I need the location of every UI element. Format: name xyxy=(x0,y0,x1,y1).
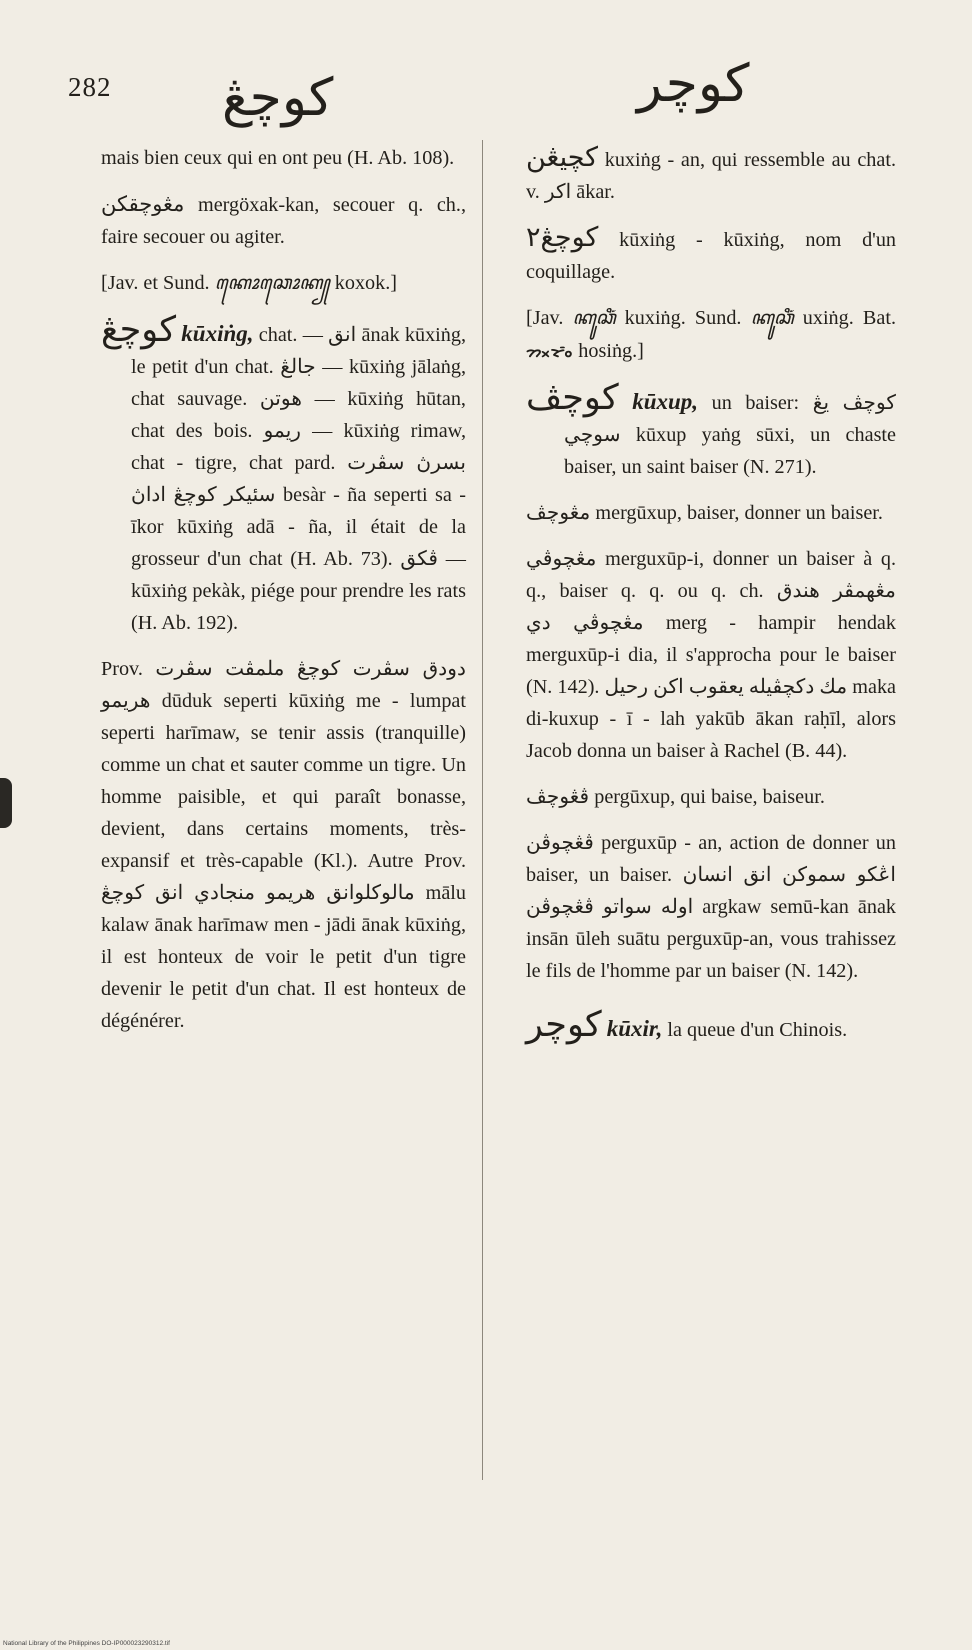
batak-script: ᯂᯬᯘᯪᯰ xyxy=(526,343,574,361)
entry-headword: kūxup, xyxy=(632,389,699,414)
entry-arabic: كوچڤ xyxy=(526,378,619,418)
sub-entry-text: kuxiṅg - an, qui ressemble au chat. v. اكر ākar. xyxy=(526,149,896,203)
javanese-script: ꦏꦸꦕꦶꦁ xyxy=(572,308,616,329)
etymology-note: [Jav. et Sund. ꦏꦺꦴꦕꦺꦴꦏ꧀ koxok.] xyxy=(101,272,398,294)
binding-shadow xyxy=(0,778,12,828)
sub-entry xyxy=(526,222,896,288)
arabic-form: مڠوچقكن xyxy=(101,192,185,216)
sub-entry-text: mergöxak-kan, secouer q. ch., faire secouer ou agiter. xyxy=(101,194,466,248)
sub-entry xyxy=(101,188,466,253)
sub-entry: ڤڠوچڤ pergūxup, qui baise, baiseur. xyxy=(526,786,825,808)
entry-kuxup xyxy=(526,378,897,483)
entry-headword: kūxir, xyxy=(606,1016,663,1041)
etymology-note: [Jav. ꦏꦸꦕꦶꦁ kuxiṅg. Sund. ꦏꦸꦕꦶꦁ uxiṅg. Bat. ᯂᯬᯘᯪᯰ hosiṅg.] xyxy=(526,307,896,362)
entry-arabic: كوچر xyxy=(526,1005,602,1045)
sub-entry-text: kūxiṅg - kūxiṅg, nom d'un coquillage. xyxy=(526,229,897,283)
javanese-script: ꦏꦺꦴꦕꦺꦴꦏ꧀ xyxy=(214,273,330,294)
right-column xyxy=(526,142,896,1060)
entry-definition: un baiser: كوچڤ يڠ سوچي kūxup yaṅg sūxi, un chaste baiser, un saint baiser (N. 271). xyxy=(564,392,897,478)
arabic-form: كوچڠ٢ xyxy=(526,222,599,253)
left-column xyxy=(101,142,466,1051)
running-head-right: كوچر xyxy=(637,54,750,114)
entry-headword: kūxiṅg, xyxy=(181,321,254,346)
entry-definition: chat. — انق ānak kūxiṅg, le petit d'un chat. جالڠ — kūxiṅg jālaṅg, chat sauvage. هوتن — kūxiṅg hūtan, chat des bois. ريمو — kūxiṅg rimaw, chat - tigre, chat pard. بسرڽ سڤرت سئيكر كوچڠ اداڽ besàr - ña seperti sa - īkor kūxiṅg adā - ña, il était de la grosseur d'un chat (H. Ab. 73). ڤكق — kūxiṅg pekàk, piége pour prendre les rats (H. Ab. 192). xyxy=(131,324,467,634)
sub-entry xyxy=(526,142,896,208)
scan-footer: National Library of the Philippines DO-IP000023290312.tif xyxy=(3,1640,170,1647)
sundanese-script: ꦏꦸꦕꦶꦁ xyxy=(750,308,794,329)
page-number: 282 xyxy=(68,72,112,102)
entry-kuxing xyxy=(101,310,467,639)
entry-definition: la queue d'un Chinois. xyxy=(667,1019,848,1041)
column-divider xyxy=(482,140,483,1480)
continued-text: mais bien ceux qui en ont peu (H. Ab. 108). xyxy=(101,147,455,169)
entry-kuxir xyxy=(526,1005,896,1046)
entry-arabic: كوچڠ xyxy=(101,310,177,350)
sub-entry: ڤڠچوڤن perguxūp - an, action de donner un baiser, un baiser. اڠكو سموكن انق انسان اوله سواتو ڤڠچوڤن argkaw semū-kan ānak insān ūleh suātu perguxūp-an, vous trahissez le fils de l'homme par un baiser (N. 142). xyxy=(526,832,896,982)
sub-entry: مڠچوڤي merguxūp-i, donner un baiser à q. q., baiser q. q. ou q. ch. مڠهمڤر هندق مڠچوڤي دي merg - hampir hendak merguxūp-i dia, il s'approcha pour le baiser (N. 142). مك دكچڤيله يعقوب اكن رحيل maka di-kuxup - ī - lah yakūb ākan raḥīl, alors Jacob donna un baiser à Rachel (B. 44). xyxy=(526,548,896,762)
proverb: Prov. دودق سڤرت كوچڠ ملمڤت سڤرت هريمو dūduk seperti kūxiṅg me - lumpat seperti harīmaw, se tenir assis (tranquille) comme un chat et sauter comme un tigre. Un homme paisible, et qui paraît bonasse, devient, dans certains moments, très-expansif et très-capable (Kl.). Autre Prov. مالوكلوانق هريمو منجادي انق كوچڠ mālu kalaw ānak harīmaw men - jādi ānak kūxiṅg, il est honteux de voir le petit d'un tigre devenir le petit d'un chat. Il est honteux de dégénérer. xyxy=(101,658,466,1032)
arabic-form: كچيڠن xyxy=(526,142,599,173)
running-head-left: كوچڠ xyxy=(222,68,334,128)
sub-entry: مڠوچڤ mergūxup, baiser, donner un baiser. xyxy=(526,502,883,524)
